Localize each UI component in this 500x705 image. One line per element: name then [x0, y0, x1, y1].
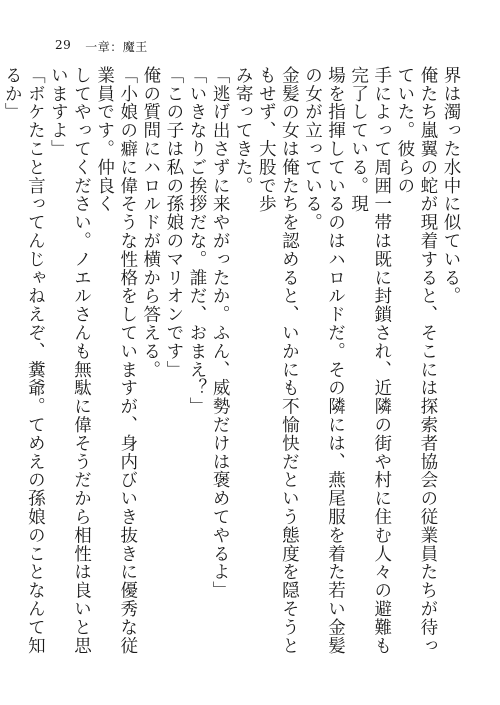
running-header: [55, 38, 148, 55]
body-text: [2, 66, 462, 672]
text-line: 場を指揮しているのはハロルドだ。その隣には、燕尾服を着た若い金髪の女が立っている。: [302, 66, 346, 655]
text-line: してやってください。ノエルさんも無駄に偉そうだから相性は良いと思いますよ」: [48, 66, 92, 655]
chapter-title: 一章：魔王: [85, 40, 148, 54]
text-line: 「逃げ出さずに来やがったか。ふん、威勢だけは褒めてやるよ」: [210, 66, 231, 600]
text-line: 俺の質問にハロルドが横から答える。: [140, 66, 161, 379]
text-line: 「ボケたこと言ってんじゃねえぞ、糞爺。てめえの孫娘のことなんて知るか」: [2, 66, 46, 655]
text-line: 「この子は私の孫娘のマリオンです」: [163, 66, 184, 379]
text-line: 俺たち嵐翼の蛇が現着すると、そこには探索者協会の従業員たちが待っていた。彼らの: [394, 66, 438, 655]
text-line: 手によって周囲一帯は既に封鎖され、近隣の街や村に住む人々の避難も完了している。現: [348, 66, 392, 655]
text-line: 「いきなりご挨拶だな。誰だ、おまえ？」: [186, 66, 207, 416]
text-line: 金髪の女は俺たちを認めると、いかにも不愉快だという態度を隠そうともせず、大股で歩: [256, 66, 300, 655]
page-number: 29: [55, 38, 72, 52]
text-line: 「小娘の癖に偉そうな性格をしていますが、身内びいき抜きに優秀な従業員です。仲良く: [94, 66, 138, 655]
text-line: み寄ってきた。: [233, 66, 254, 195]
text-line: 界は濁った水中に似ている。: [441, 66, 461, 306]
